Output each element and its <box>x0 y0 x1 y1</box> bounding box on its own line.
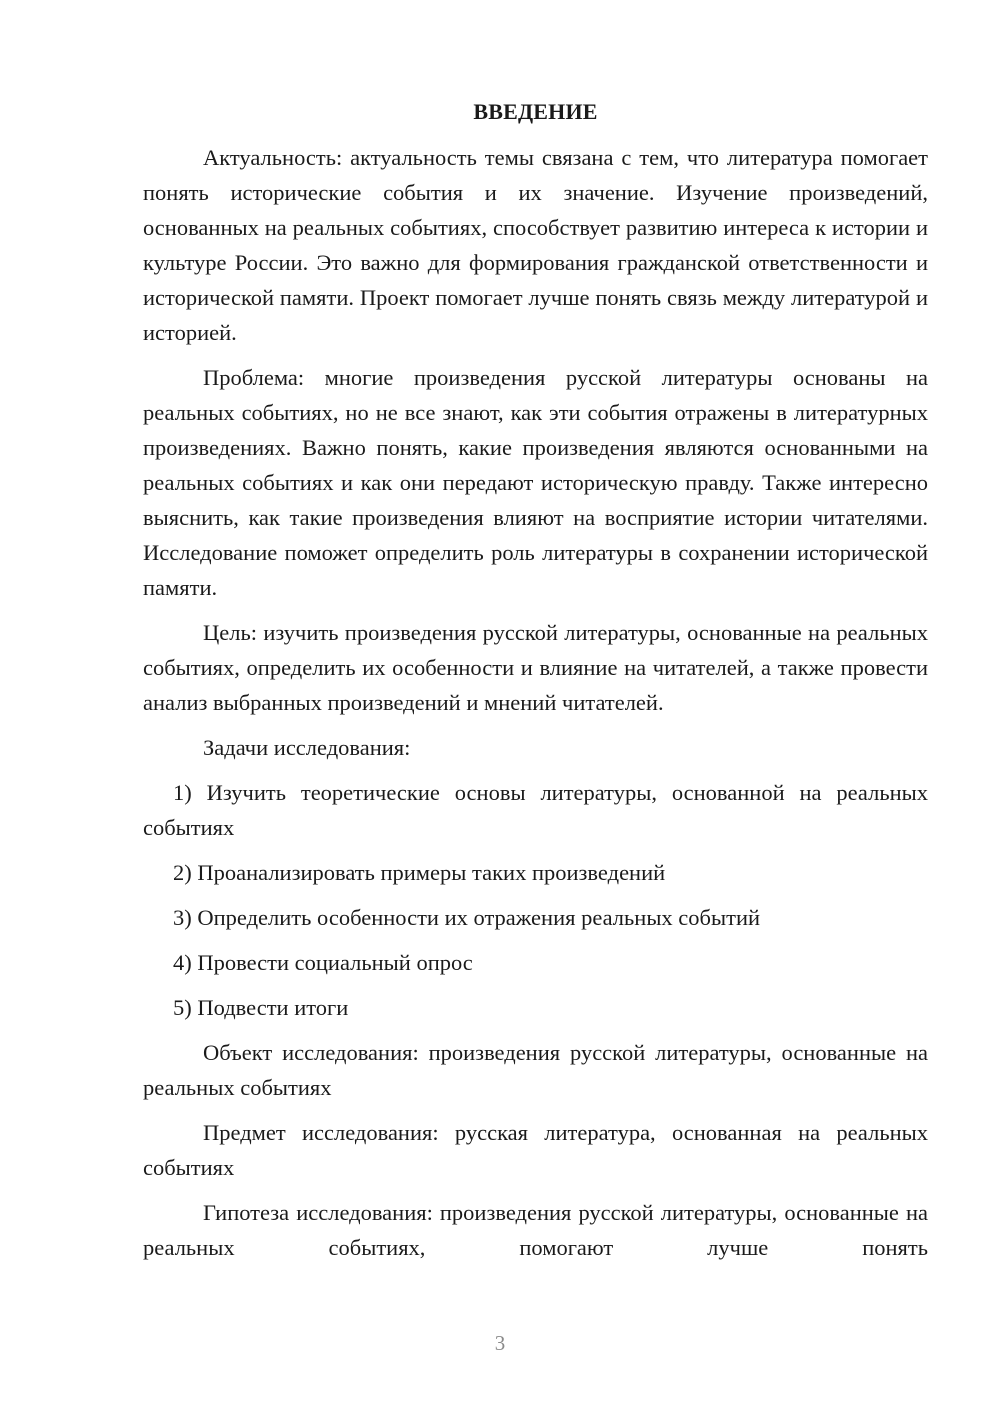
task-item: 2) Проанализировать примеры таких произведений <box>173 860 666 885</box>
object-paragraph: Объект исследования: произведения русской литературы, основанные на реальных событиях <box>143 1040 928 1100</box>
goal-paragraph: Цель: изучить произведения русской литературы, основанные на реальных событиях, определить их особенности и влияние на читателей, а также провести анализ выбранных произведений и мнений читателей. <box>143 620 928 715</box>
page-number: 3 <box>494 1331 506 1355</box>
section-title: ВВЕДЕНИЕ <box>473 99 598 124</box>
task-item: 5) Подвести итоги <box>173 995 349 1020</box>
document-page <box>143 96 928 1275</box>
problem-paragraph: Проблема: многие произведения русской литературы основаны на реальных событиях, но не все знают, как эти события отражены в литературных произведениях. Важно понять, какие произведения являются основанными на реальных событиях и как они передают историческую правду. Также интересно выяснить, как такие произведения влияют на восприятие истории читателями. Исследование поможет определить роль литературы в сохранении исторической памяти. <box>143 365 928 600</box>
task-item: 1) Изучить теоретические основы литературы, основанной на реальных событиях <box>143 780 928 840</box>
task-item: 4) Провести социальный опрос <box>173 950 473 975</box>
hypothesis-paragraph: Гипотеза исследования: произведения русской литературы, основанные на реальных событиях, помогают лучше понять <box>143 1200 928 1260</box>
relevance-paragraph: Актуальность: актуальность темы связана с тем, что литература помогает понять исторические события и их значение. Изучение произведений, основанных на реальных событиях, способствует развитию интереса к истории и культуре России. Это важно для формирования гражданской ответственности и исторической памяти. Проект помогает лучше понять связь между литературой и историей. <box>143 145 928 345</box>
task-item: 3) Определить особенности их отражения реальных событий <box>173 905 761 930</box>
tasks-heading: Задачи исследования: <box>203 735 411 760</box>
subject-paragraph: Предмет исследования: русская литература, основанная на реальных событиях <box>143 1120 928 1180</box>
